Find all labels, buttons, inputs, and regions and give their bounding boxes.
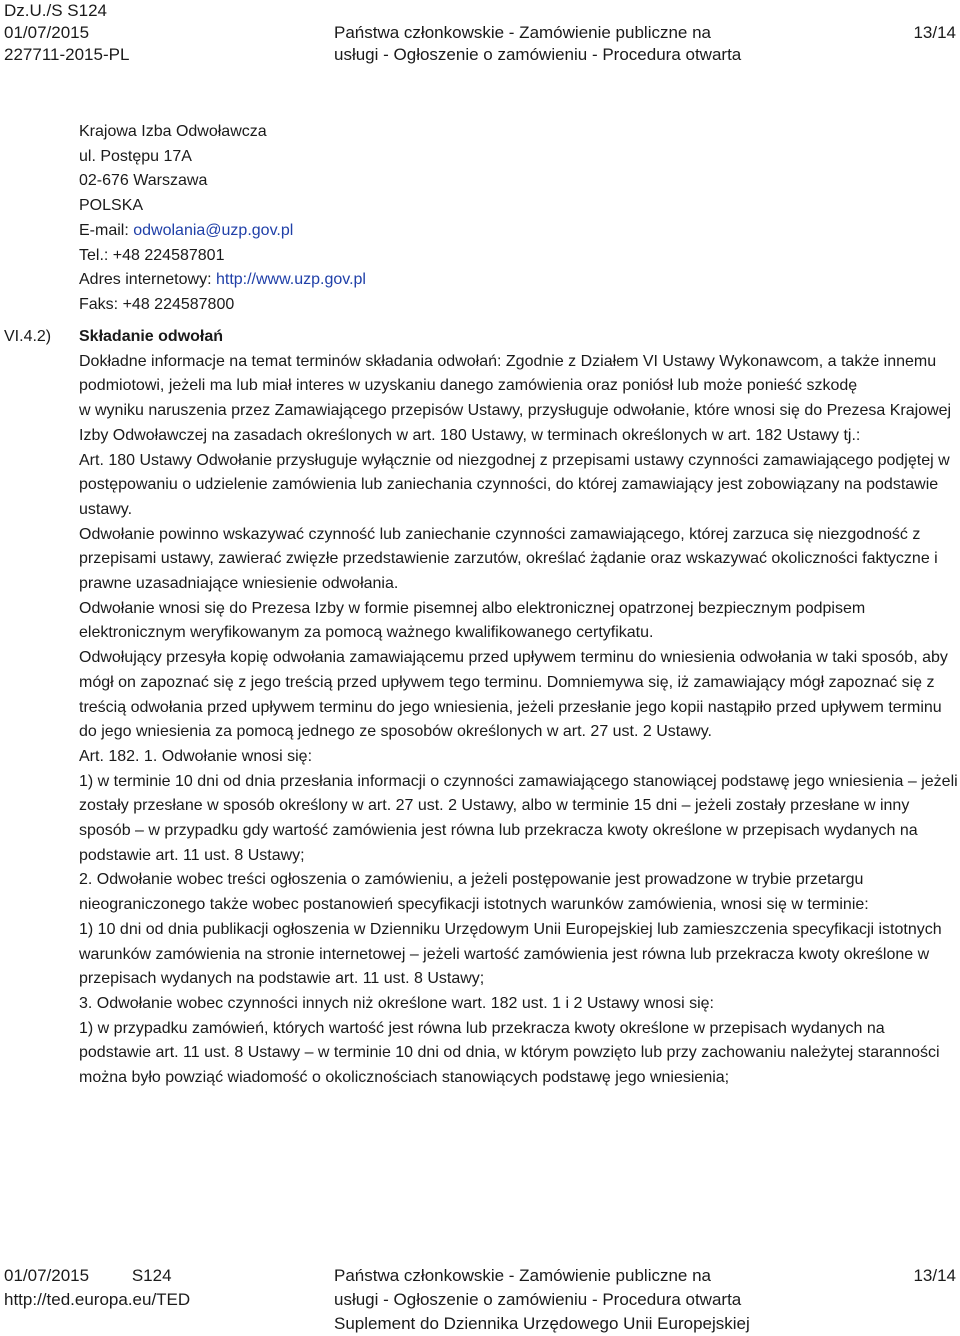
email-label: E-mail:: [79, 221, 129, 239]
header-journal-ref: Dz.U./S S124: [4, 1, 107, 20]
footer-date: 01/07/2015: [4, 1266, 90, 1285]
paragraph: w wyniku naruszenia przez Zamawiającego przepisów Ustawy, przysługuje odwołanie, które wnosi się do Prezesa Krajowej Izby Odwoławczej na zasadach określonych w art. 180 Ustawy, w terminach określonych w art. 182 Ustawy tj.:: [79, 402, 952, 444]
header-title: [334, 22, 741, 66]
web-label: Adres internetowy:: [79, 271, 212, 289]
footer-title-line-3: Suplement do Dziennika Urzędowego Unii Europejskiej: [334, 1314, 750, 1333]
header-title-line-2: usługi - Ogłoszenie o zamówieniu - Procedura otwarta: [334, 45, 742, 64]
page-header: [0, 0, 960, 70]
review-body-address: [79, 120, 366, 318]
header-reference: [4, 0, 129, 66]
address-city: 02-676 Warszawa: [79, 172, 208, 190]
address-org: Krajowa Izba Odwoławcza: [79, 123, 267, 140]
web-link[interactable]: http://www.uzp.gov.pl: [215, 271, 366, 289]
header-title-line-1: Państwa członkowskie - Zamówienie publiczne na: [334, 23, 712, 42]
paragraph: Odwołanie powinno wskazywać czynność lub zaniechanie czynności zamawiającego, której zarzuca się niezgodność z przepisami ustawy, zawierać zwięzłe przedstawienie zarzutów, określać żądanie oraz wskazywać okoliczności faktyczne i prawne uzasadniające wniesienie odwołania.: [79, 525, 938, 593]
footer-title-line-2: usługi - Ogłoszenie o zamówieniu - Procedura otwarta: [334, 1290, 742, 1309]
paragraph: Dokładne informacje na temat terminów składania odwołań: Zgodnie z Działem VI Ustawy Wykonawcom, a także innemu podmiotowi, jeżeli ma lub miał interes w uzyskaniu danego zamówienia oraz poniósł lub może ponieść szkodę: [79, 352, 937, 395]
paragraph: 1) w terminie 10 dni od dnia przesłania informacji o czynności zamawiającego stanowiącej podstawę jego wniesienia – jeżeli zostały przesłane w sposób określony w art. 27 ust. 2 Ustawy, albo w terminie 15 dni – jeżeli zostały przesłane w inny sposób – w przypadku gdy wartość zamówienia jest równa lub przekracza kwoty określone w przepisach wydanych na podstawie art. 11 ust. 8 Ustawy;: [79, 772, 958, 864]
tel-label: Tel.:: [79, 246, 109, 264]
page-footer: [0, 1264, 960, 1334]
paragraph: 3. Odwołanie wobec czynności innych niż określone wart. 182 ust. 1 i 2 Ustawy wnosi się:: [79, 994, 714, 1012]
header-page-number: 13/14: [913, 23, 956, 42]
paragraph: 2. Odwołanie wobec treści ogłoszenia o zamówieniu, a jeżeli postępowanie jest prowadzone w trybie przetargu nieograniczonego także wobec postanowień specyfikacji istotnych warunków zamówienia, wnosi się w terminie:: [79, 871, 869, 914]
section-body: [79, 325, 959, 1091]
paragraph: Art. 180 Ustawy Odwołanie przysługuje wyłącznie od niezgodnej z przepisami ustawy czynności zamawiającego podjętej w postępowaniu o udzielenie zamówienia lub zaniechania czynności, do której zamawiający jest zobowiązany na podstawie ustawy.: [79, 451, 950, 518]
fax-label: Faks:: [79, 295, 119, 313]
address-tel-row: [79, 244, 366, 269]
header-date: 01/07/2015: [4, 23, 90, 42]
paragraph: 1) w przypadku zamówień, których wartość jest równa lub przekracza kwoty określone w przepisach wydanych na podstawie art. 11 ust. 8 Ustawy – w terminie 10 dni od dnia, w którym powzięto lub przy zachowaniu należytej staranności można było powziąć wiadomość o okolicznościach stanowiących podstawę jego wniesienia;: [79, 1019, 940, 1087]
tel-value: +48 224587801: [112, 246, 225, 264]
address-web-row: [79, 268, 366, 293]
footer-title-line-1: Państwa członkowskie - Zamówienie publiczne na: [334, 1266, 712, 1285]
email-link[interactable]: odwolania@uzp.gov.pl: [133, 221, 294, 239]
footer-url[interactable]: http://ted.europa.eu/TED: [4, 1290, 191, 1309]
address-email-row: [79, 219, 366, 244]
footer-title: [334, 1264, 750, 1336]
footer-series: S124: [131, 1266, 172, 1285]
paragraph: 1) 10 dni od dnia publikacji ogłoszenia w Dzienniku Urzędowym Unii Europejskiej lub zamieszczenia specyfikacji istotnych warunków zamówienia na stronie internetowej – jeżeli wartość zamówienia jest równa lub przekracza kwoty określone w przepisach wydanych na podstawie art. 11 ust. 8 Ustawy;: [79, 920, 942, 988]
address-fax-row: [79, 293, 366, 318]
address-country: POLSKA: [79, 197, 144, 215]
header-notice-id: 227711-2015-PL: [4, 45, 130, 64]
footer-date-series: [4, 1264, 172, 1288]
paragraph: Odwołujący przesyła kopię odwołania zamawiającemu przed upływem terminu do wniesienia odwołania w taki sposób, aby mógł on zapoznać się z jego treścią przed upływem tego terminu. Domniemywa się, iż zamawiający mógł zapoznać się z treścią odwołania przed upływem terminu do jego wniesienia, jeżeli przesłanie jego kopii nastąpiło przed upływem terminu do jego wniesienia za pomocą jednego ze sposobów określonych w art. 27 ust. 2 Ustawy.: [79, 649, 948, 741]
section-number: VI.4.2): [4, 328, 52, 345]
fax-value: +48 224587800: [122, 295, 235, 313]
section-title: Składanie odwołań: [79, 328, 224, 345]
paragraph: Art. 182. 1. Odwołanie wnosi się:: [79, 747, 313, 765]
footer-page-number: 13/14: [913, 1266, 956, 1285]
paragraph: Odwołanie wnosi się do Prezesa Izby w formie pisemnej albo elektronicznej opatrzonej bezpiecznym podpisem elektronicznym weryfikowanym za pomocą ważnego kwalifikowanego certyfikatu.: [79, 599, 866, 642]
address-street: ul. Postępu 17A: [79, 147, 192, 165]
